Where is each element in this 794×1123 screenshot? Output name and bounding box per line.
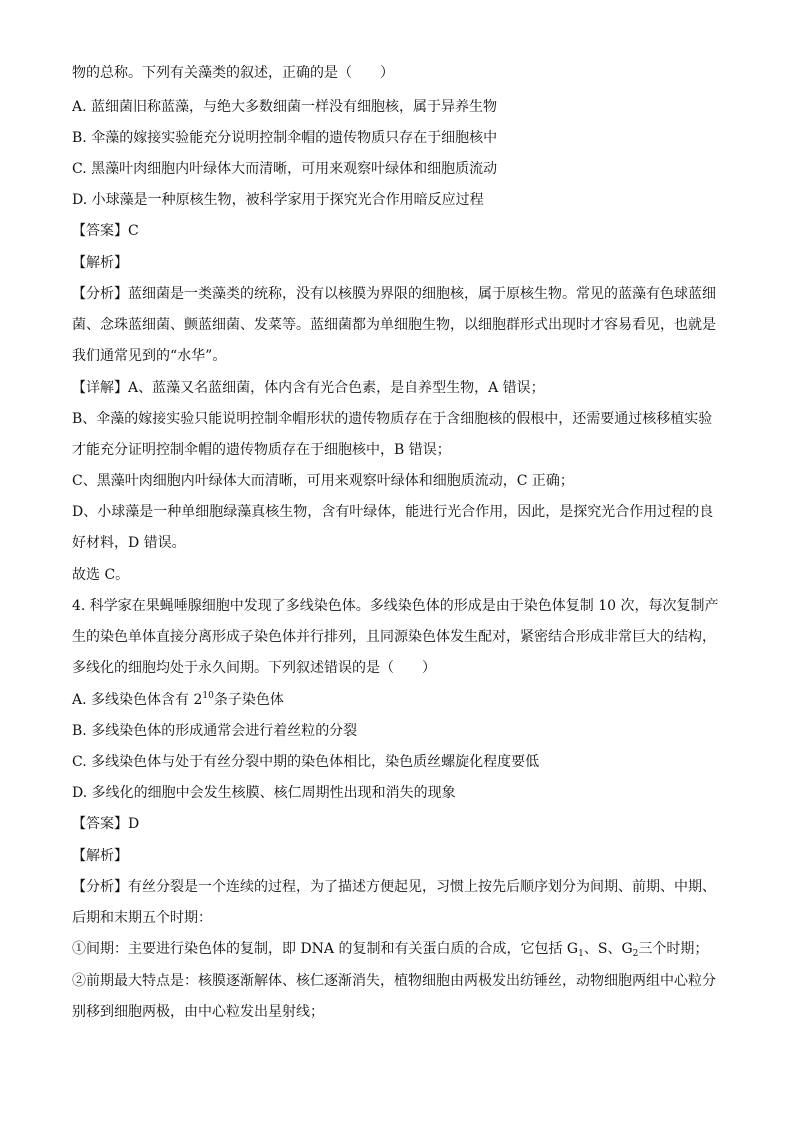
q4-point-2-line: 别移到细胞两极，由中心粒发出星射线；: [72, 1004, 324, 1020]
q3-analysis-line: 菌、念珠蓝细菌、颤蓝细菌、发菜等。蓝细菌都为单细胞生物，以细胞群形式出现时才容易看见，也就是: [72, 317, 716, 333]
q4-stem-line: 多线化的细胞均处于永久间期。下列叙述错误的是（ ）: [72, 660, 436, 676]
q3-analysis-label: 【解析】: [72, 255, 128, 271]
q4-option-a-suffix: 条子染色体: [213, 692, 284, 708]
q4-point-1-suffix: 三个时期；: [638, 941, 709, 957]
q4-point-1-mid: 、S、G: [583, 941, 633, 957]
q4-analysis-line: 【分析】有丝分裂是一个连续的过程，为了描述方便起见，习惯上按先后顺序划分为间期、前期、中期、: [72, 879, 716, 895]
q4-analysis-line: 后期和末期五个时期：: [72, 910, 212, 926]
q4-answer: 【答案】D: [72, 816, 140, 832]
q4-point-1: [72, 939, 722, 959]
q4-point-2-line: ②前期最大特点是：核膜逐渐解体、核仁逐渐消失，植物细胞由两极发出纺锤丝，动物细胞两组中心粒分: [72, 973, 716, 989]
q3-answer: 【答案】C: [72, 223, 139, 239]
q3-option-b: B. 伞藻的嫁接实验能充分说明控制伞帽的遗传物质只存在于细胞核中: [72, 130, 498, 146]
q3-detail-line: 【详解】A、蓝藻又名蓝细菌，体内含有光合色素，是自养型生物，A 错误；: [72, 380, 545, 396]
q3-detail-line: 才能充分证明控制伞帽的遗传物质存在于细胞核中，B 错误；: [72, 442, 451, 458]
q4-option-b: B. 多线染色体的形成通常会进行着丝粒的分裂: [72, 723, 358, 739]
q3-analysis-line: 我们通常见到的“水华”。: [72, 348, 227, 364]
q4-option-d: D. 多线化的细胞中会发生核膜、核仁周期性出现和消失的现象: [72, 785, 456, 801]
q3-detail-line: C、黑藻叶肉细胞内叶绿体大而清晰，可用来观察叶绿体和细胞质流动，C 正确；: [72, 473, 574, 489]
q3-conclusion: 故选 C。: [72, 567, 130, 583]
q4-stem-line: 生的染色单体直接分离形成子染色体并行排列，且同源染色体发生配对，紧密结合形成非常巨大的结构，: [72, 629, 716, 645]
q3-detail-line: B、伞藻的嫁接实验只能说明控制伞帽形状的遗传物质存在于含细胞核的假根中，还需要通过核移植实验: [72, 411, 713, 427]
q4-point-1-sub-2: 2: [632, 949, 639, 959]
q4-point-1-sub-1: 1: [578, 949, 584, 959]
q3-option-c: C. 黑藻叶肉细胞内叶绿体大而清晰，可用来观察叶绿体和细胞质流动: [72, 161, 498, 177]
q4-analysis-label: 【解析】: [72, 848, 128, 864]
q3-stem-tail: 物的总称。下列有关藻类的叙述，正确的是（ ）: [72, 65, 394, 81]
q3-analysis-line: 【分析】蓝细菌是一类藻类的统称，没有以核膜为界限的细胞核，属于原核生物。常见的蓝藻有色球蓝细: [72, 286, 716, 302]
q4-option-c: C. 多线染色体与处于有丝分裂中期的染色体相比，染色质丝螺旋化程度要低: [72, 754, 540, 770]
q3-option-d: D. 小球藻是一种原核生物，被科学家用于探究光合作用暗反应过程: [72, 192, 484, 208]
q4-option-a: [72, 690, 722, 710]
q3-detail-line: 好材料，D 错误。: [72, 535, 186, 551]
q3-detail-line: D、小球藻是一种单细胞绿藻真核生物，含有叶绿体，能进行光合作用，因此，是探究光合作用过程的良: [72, 504, 714, 520]
q4-stem-line: 4. 科学家在果蝇唾腺细胞中发现了多线染色体。多线染色体的形成是由于染色体复制 10 次，每次复制产: [72, 598, 719, 614]
q4-option-a-exponent: 10: [202, 691, 214, 701]
q4-option-a-prefix: A. 多线染色体含有 2: [72, 692, 203, 708]
q4-point-1-prefix: ①间期：主要进行染色体的复制，即 DNA 的复制和有关蛋白质的合成，它包括 G: [72, 941, 579, 957]
q3-option-a: A. 蓝细菌旧称蓝藻，与绝大多数细菌一样没有细胞核，属于异养生物: [72, 99, 498, 115]
